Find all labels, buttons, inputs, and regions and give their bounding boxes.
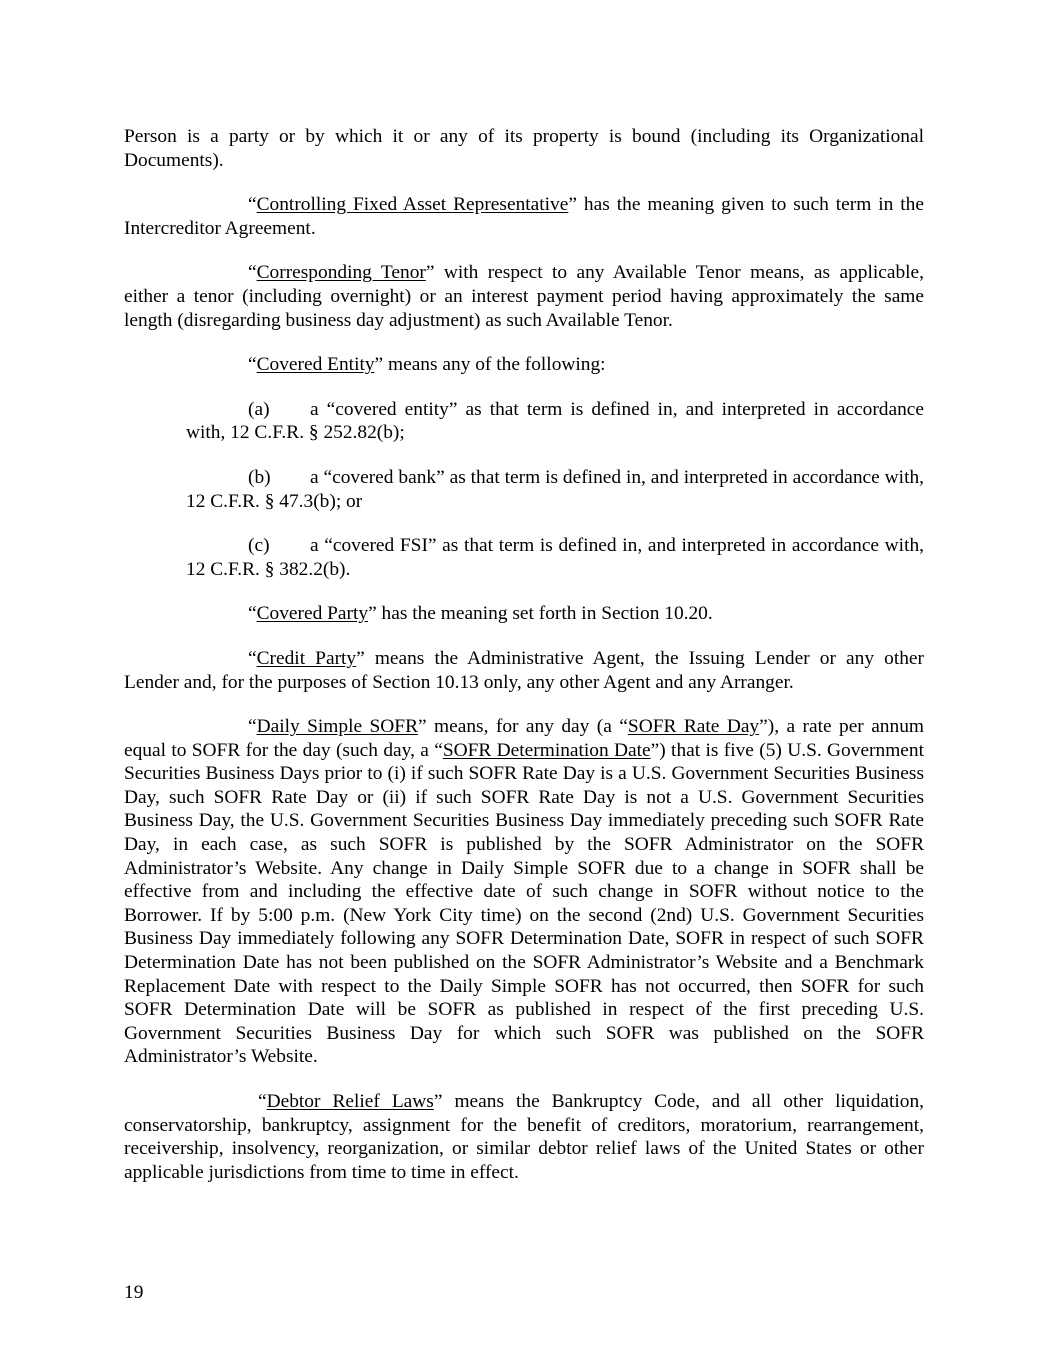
open-quote: “	[248, 716, 257, 738]
defined-term: Debtor Relief Laws	[266, 1091, 434, 1112]
definition-text: ”) that is five (5) U.S. Government Securities Business Days prior to (i) if such SOFR Rate Day is a U.S. Government Securities Business Day, such SOFR Rate Day or (ii) if such SOFR Rate Day is not a U.S. Government Securities Business Day, the U.S. Government Securities Business Day immediately preceding such SOFR Rate Day, in each case, as such SOFR is published by the SOFR Administrator on the SOFR Administrator’s Website. Any change in Daily Simple SOFR due to a change in SOFR shall be effective from and including the effective date of such change in SOFR without notice to the Borrower. If by 5:00 p.m. (New York City time) on the second (2nd) U.S. Government Securities Business Day immediately following any SOFR Determination Date, SOFR in respect of such SOFR Determination Date has not been published on the SOFR Administrator’s Website and a Benchmark Replacement Date with respect to the Daily Simple SOFR has not occurred, then SOFR for such SOFR Determination Date will be SOFR as published in respect of the first preceding U.S. Government Securities Business Day for which such SOFR was published on the SOFR Administrator’s Website.	[124, 739, 924, 1068]
document-page	[124, 125, 924, 1205]
open-quote: “	[248, 354, 257, 376]
page-number: 19	[124, 1282, 144, 1303]
definition-text: ” means any of the following:	[374, 354, 606, 376]
definition-debtor-relief-laws	[124, 1090, 924, 1184]
open-quote: “	[248, 262, 257, 284]
item-label: (c)	[248, 535, 270, 557]
definition-credit-party	[124, 647, 924, 694]
defined-term: Daily Simple SOFR	[256, 716, 419, 738]
defined-term: Covered Entity	[256, 354, 375, 376]
covered-entity-item-a	[186, 398, 924, 445]
defined-term: Covered Party	[256, 603, 369, 625]
defined-term-sofr-determination-date: SOFR Determination Date	[442, 739, 651, 761]
paragraph-continuation: Person is a party or by which it or any of its property is bound (including its Organizational Documents).	[124, 126, 924, 171]
definition-text: ”), a rate per annum equal to SOFR for the day (such day, a “	[124, 716, 924, 761]
open-quote: “	[258, 1091, 267, 1112]
item-text: a “covered bank” as that term is defined in, and interpreted in accordance with, 12 C.F.R. § 47.3(b); or	[186, 466, 924, 512]
definition-text: ” means the Bankruptcy Code, and all other liquidation, conservatorship, bankruptcy, assignment for the benefit of creditors, moratorium, rearrangement, receivership, insolvency, reorganization, or similar debtor relief laws of the United States or other applicable jurisdictions from time to time in effect.	[124, 1091, 925, 1183]
definition-text: ” with respect to any Available Tenor means, as applicable, either a tenor (including overnight) or an interest payment period having approximately the same length (disregarding business day adjustment) as such Available Tenor.	[124, 262, 924, 331]
definition-text: ” means, for any day (a “	[418, 716, 628, 738]
covered-entity-item-b	[186, 466, 924, 513]
definition-controlling-fixed-asset-representative	[124, 193, 924, 240]
definition-covered-party	[124, 602, 924, 626]
open-quote: “	[248, 194, 257, 216]
definition-corresponding-tenor	[124, 261, 924, 332]
item-label: (a)	[248, 398, 270, 420]
open-quote: “	[248, 603, 257, 625]
covered-entity-item-c	[186, 534, 924, 581]
definition-text: ” means the Administrative Agent, the Issuing Lender or any other Lender and, for the purposes of Section 10.13 only, any other Agent and any Arranger.	[124, 647, 924, 693]
defined-term: Corresponding Tenor	[256, 262, 426, 284]
definition-text: ” has the meaning set forth in Section 10.20.	[368, 603, 713, 625]
defined-term-sofr-rate-day: SOFR Rate Day	[627, 716, 760, 738]
item-text: a “covered entity” as that term is defined in, and interpreted in accordance with, 12 C.F.R. § 252.82(b);	[186, 398, 924, 444]
item-text: a “covered FSI” as that term is defined in, and interpreted in accordance with, 12 C.F.R. § 382.2(b).	[186, 535, 924, 580]
defined-term: Credit Party	[256, 647, 357, 669]
definition-daily-simple-sofr	[124, 715, 924, 1069]
defined-term: Controlling Fixed Asset Representative	[256, 194, 569, 216]
item-label: (b)	[248, 466, 271, 488]
definition-text: ” has the meaning given to such term in the Intercreditor Agreement.	[124, 194, 924, 239]
definition-covered-entity	[124, 353, 924, 377]
open-quote: “	[248, 647, 257, 669]
